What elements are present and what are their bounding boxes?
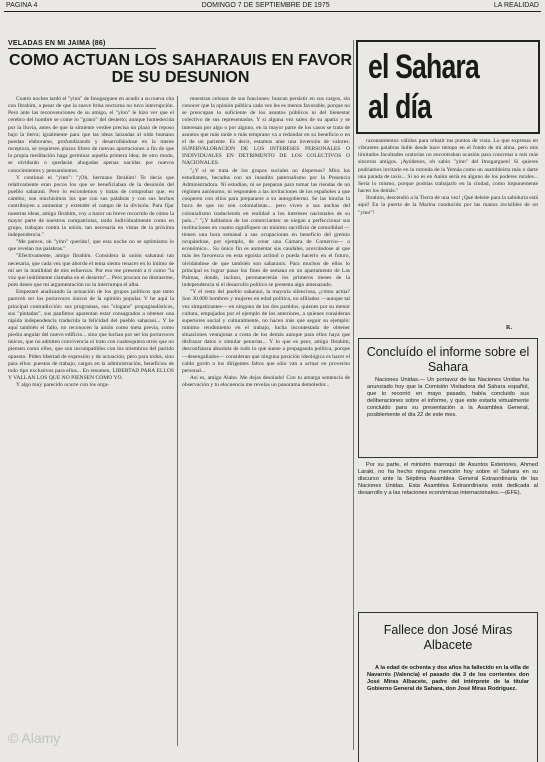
paragraph: Ibrahim, descendió a la Tierra de una vez! ¡Qué deleite para la sabiduría está aquí! En la puerta de la Marina conducido por las manos invisibles de un "yinn"!	[358, 195, 538, 216]
paragraph: Cuatro noches tardó el "yinn" de Imogarguen en acudir a su nueva cita con Ibrahim, a pesar de que la suave brisa nocturna no tuvo interrupción. Pero ante las reconvenciones de su amigo, el "yinn" le hizo ver que el cerebro del hombre se come lo "grano" del desierto; aunque humedecida por la lluvia, antes de que la simiente verdee precisa un plazo de reposo bajo la tierra; igualmente para que las ideas lanzadas al oído humano puedan elaborarse, profundizando y desarrollándose en la mente receptora, se requieren plazos libres de nuevas aportaciones a fin de que la propia meditación haga germinar aquella primera idea; de otro modo, se olvidarán o quedarán ahogadas apenas nacidas por nuevos conocimientos y pensamientos.	[8, 96, 174, 174]
brief-continuation	[358, 462, 538, 608]
paragraph: "Efectivamente, amigo Ibrahim. Considera la unión saharaui tan necesaria, que cada vez que abordo el tema siento renacer en lo íntimo de mi ser la inutilidad de mis esfuerzos. Por eso me presentó a ti como "la voz que inútilmente clamaba en el desierto"... Pero procura no distraerme, pues deseo que mi argumentación no la interrumpa el alba.	[8, 253, 174, 289]
page-header	[6, 1, 539, 10]
brief-title: Concluído el informe sobre el Sahara	[366, 345, 530, 374]
issue-date: DOMINGO 7 DE SEPTIEMBRE DE 1975	[201, 2, 330, 9]
paragraph: "Y el resto del pueblo saharaui, la mayoría silenciosa, ¿cómo actúa? Son 30.000 hombres y mujeres en edad política, no afiliados —aunque tal vez simpatizantes— en ninguno de los dos partidos, quienes por su menor cultura, empujados por el ejemplo de los anteriores, a quienes consideran superiores social y culturalmente, no hacen más que seguir su ejemplo: mínimo rendimiento en el trabajo, lucha incontestada de obtener situaciones ventajosas a costa de los demás aunque para ellos haya que disfrazar datos o simular penurias... Y lo que es peor, amigo Ibrahim, desconfianza absoluta de todo lo que suene a propaganda política, porque —desengañados— consideran que ninguna posición ideológica es hacer el caldo gordo a los dirigentes faltos que sólo van a actuar en provecho personal...	[182, 289, 350, 374]
column-divider	[177, 96, 178, 746]
page-number: PAGINA 4	[6, 2, 38, 9]
article-column-1	[8, 96, 174, 750]
section-banner	[356, 40, 540, 134]
column-divider	[353, 40, 354, 750]
watermark: © Alamy	[8, 730, 61, 746]
kicker-rule	[8, 48, 156, 49]
obituary-title: Fallece don José Miras Albacete	[383, 623, 513, 652]
paragraph: Naciones Unidas.— Un portavoz de las Naciones Unidas ha anunciado hoy que la Comisión Visitadora del Sahara español, que lo recorrió en mayo pasado, había concluido sus deliberaciones sobre el informe, y que este estaría virtualmente concluido para su presentación a la Asamblea General, posiblemente el día 22 de este mes.	[367, 377, 529, 419]
paragraph: A la edad de ochenta y dos años ha fallecido en la villa de Navarrés (Valencia) el pasado día 3 de los corrientes don José Miras Albacete, padre del intérprete de la titular Gobierno General de Sahara, don José Miras Rodríguez.	[367, 665, 529, 693]
article-column-3	[358, 138, 538, 334]
news-brief-informe	[358, 338, 538, 458]
paragraph: "Me parece, oh "yinn" querido!, que esta noche no se optimismo lo que revelan tus palabras."	[8, 239, 174, 253]
newspaper-name: LA REALIDAD	[493, 2, 539, 9]
paragraph: "¿Y si se trata de los grupos sociales no dispersos? Mira los estudiantes, becados con un inaudito paternalismo por la Presencia Administradora. Ni estudian, ni se preparan para tomar las riendas de un régimen autónomo, ni responden a las invitaciones de los españoles a que cooperen con ellos para prepararse a su autogobierno. Se las hincha la boca de que no son colonialistas... pero viven a sus anchas del colonialismo traduciendo en realidad a los intereses nacionales de su país..." "¿Y hablamos de los comerciantes: se niegan a perfeccionar sus instituciones en cuanto signifiquen un mínimo sacrificio de comodidad —tienen una hora semanal a sus ocupaciones en beneficio del gremio ocupándose, por ejemplo, de crear una Cámara de Comercio— o económico... Su único fin es aumentar sus caudales, acercándose al que más les favorezca en esta egoísta actitud o pueda hacerlo en el futuro, olvidándose de que también son saharauis. Para muchos de ellos lo principal es lograr pasar los fines de semana en un apartamento de Las Palmas, donde, incluso, permanecerán los primeros meses de la independencia si el desarrollo político se presenta algo amenazado.	[182, 167, 350, 289]
author-signature: R.	[506, 325, 512, 331]
paragraph: Y algo muy parecido ocurre con los orga-	[16, 382, 110, 389]
brief-body	[367, 377, 529, 455]
paragraph: Y continuó el "yinn": "¡Oh, hermano Ibrahim! Te decía que relativamente eran pocos los que se beneficiaban de la desunión del pueblo saharaui. Pero lo escondemos y tratas de comprobar que, en cambio, son muchísimos los que con sus palabras y con sus hechos contribuyen a aumentar y extender el campo de la división. Para fijar nuestras ideas, amigo Ibrahim, voy a hacer un breve recorrido de cómo la mayor parte de nuestros compatriotas, tardo individualmente como en grupo, trabajan contra la unión, tan necesaria en vistas de la próxima independencia."	[8, 174, 174, 238]
article-column-2	[182, 96, 350, 750]
paragraph: muestran celosos de sus funciones: buscan persistir en sus cargos, sin conocer que la opinión pública cada vez les es menos favorable, porque no se preocupan lo suficiente de los asuntos públicos ni del bienestar colectivo de sus representados. Y si alguna vez salen de su apatía y se interesan por algo o por alguno, en la mayor parte de los casos se trata de asuntos que más tarde o más temprano va a redundar en su beneficio o en el de un pariente. Es decir, estamos ante una inversión de valores: SUPERVALORACION DE LOS INTERESES PERSONALES O INDIVIDUALES EN DETRIMENTO DE LOS COLECTIVOS O NACIONALES.	[182, 96, 350, 167]
paragraph: Así es, amigo Alaho. Me dejas desolado! Con tu amarga sentencia de observación y tu elocuencia me revelas un panorama demoledor...	[182, 375, 350, 389]
obituary-body	[367, 665, 529, 757]
banner-line-2: al día	[368, 88, 432, 126]
header-rule	[4, 11, 541, 12]
article-headline: COMO ACTUAN LOS SAHARAUIS EN FAVOR DE SU DESUNION	[8, 52, 353, 86]
paragraph: razonamientos válidos para rebatir tus puntos de vista. Lo que expresas en vibrantes palabras bulle desde hace tiempo en el fondo de mi alma, pero mis limitados facultades oratorias no encontraban ocasión para concretar a mis más sinceros amigos. ¡Ayúdenos, oh sabio "yinn" del Imogarguen! Si quieres podríamos invitarle en la rotonda de la Yemáa como un asambleísta más o darte una parada de taxis... Si no es en Aaiún sería en alguno de los poderes rurales... Sería lo mismo, porque podrías trabajarlo en la ciudad, como impunemente hacen los demás."	[358, 138, 538, 195]
banner-line-1: el Sahara	[368, 48, 479, 86]
obituary-box	[358, 612, 538, 762]
paragraph: Por su parte, el ministro marroquí de Asuntos Exteriores, Ahmed Laraki, no ha hecho ninguna mención hoy sobre el Sahara en su discurso ante la Séptima Asamblea General Extraordinaria de las Naciones Unidas. Esta Asamblea Extraordinaria está dedicada al desarrollo y a las relaciones económicas internacionales.—(EFE).	[358, 462, 538, 497]
section-kicker: VELADAS EN MI JAIMA (86)	[8, 40, 106, 47]
paragraph: Empezaré analizando la actuación de los grupos políticos que tanto parecen ser los portavoces únicos de la opinión popular. Y he aquí la principal contradicción: sus programas, sus "slogans" propagandísticos, sus "pintadas", sus panfletos aparentan estar consagrados a obtener una rápida independencia traducida la felicidad del pueblo saharaui... Y he aquí también el fallo, no reconocen la unión como meta previa, como piedra angular del nuevo edificio... sino que luchan por ser los portavoces únicos, que no admiten convivencia ni trato con cualesquiera otros que no piensen como ellos, que son incompatibles con los miembros del partido opuesto. Piden libertad de expresión y de actuación, pero para todos, sino para ellos: puestos de trabajo, cargos en la administración, beneficios de todo tipo exclusivos para ellos... En resumen, LIBERTAD PARA ELLOS Y VALLAN LOS QUE NO PIENSEN COMO YO.	[8, 289, 174, 382]
